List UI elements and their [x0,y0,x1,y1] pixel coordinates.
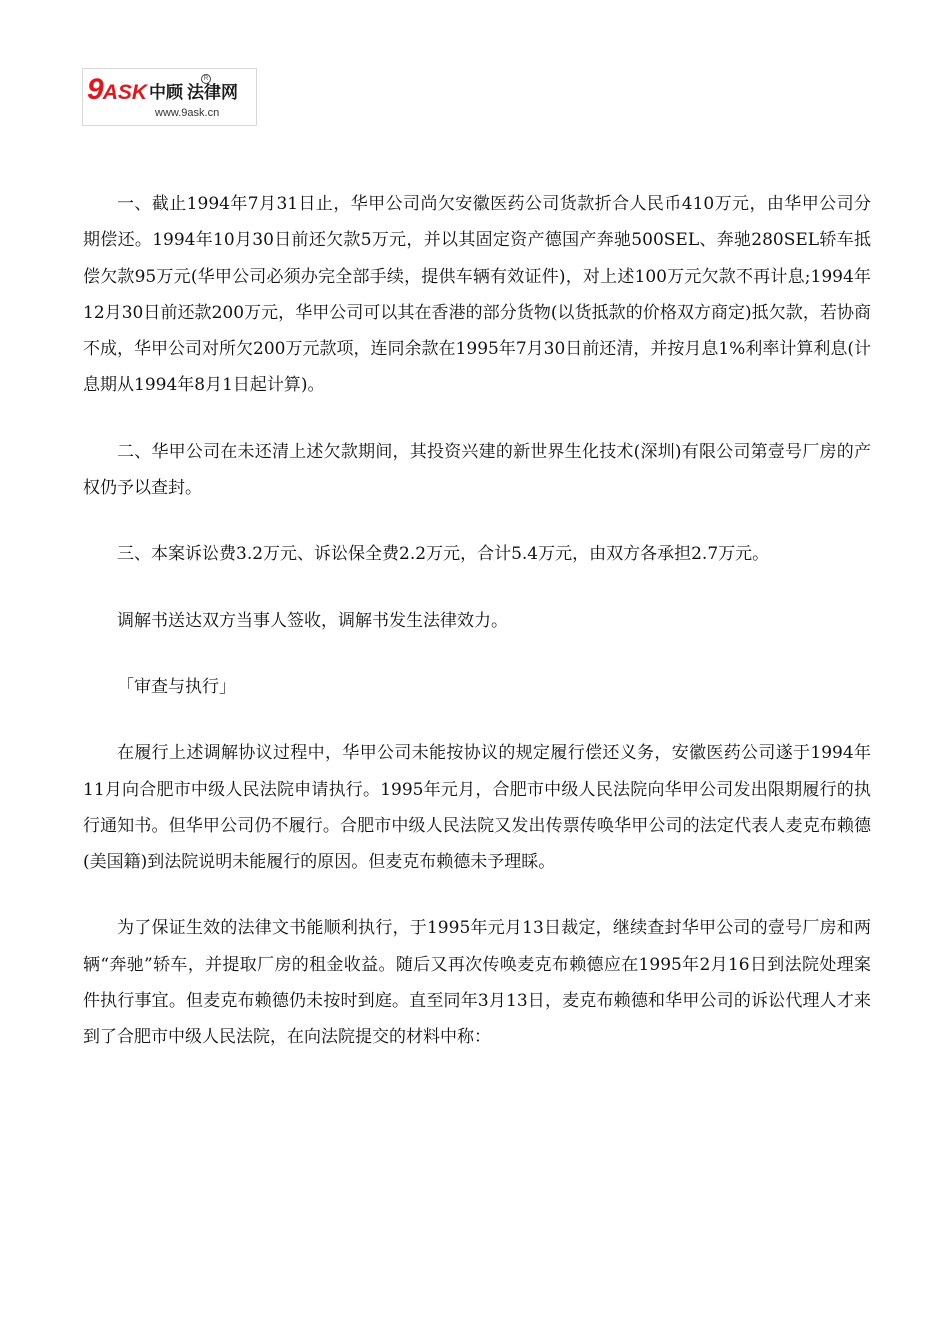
document-body [83,186,871,1056]
site-logo [82,68,257,126]
logo-law-site: 法律网 [187,83,239,102]
logo-nine: 9 [87,73,103,106]
paragraph-execution-measures: 为了保证生效的法律文书能顺利执行，于1995年元月13日裁定，继续查封华甲公司的壹号厂房和两辆“奔驰”轿车，并提取厂房的租金收益。随后又再次传唤麦克布赖德应在1995年2月16日到法院处理案件执行事宜。但麦克布赖德仍未按时到庭。直至同年3月13日，麦克布赖德和华甲公司的诉讼代理人才来到了合肥市中级人民法院，在向法院提交的材料中称： [83,918,871,1048]
logo-ask: ASK [102,81,148,104]
paragraph-execution-application: 在履行上述调解协议过程中，华甲公司未能按协议的规定履行偿还义务，安徽医药公司遂于1994年11月向合肥市中级人民法院申请执行。1995年元月，合肥市中级人民法院向华甲公司发出限期履行的执行通知书。但华甲公司仍不履行。合肥市中级人民法院又发出传票传唤华甲公司的法定代表人麦克布赖德(美国籍)到法院说明未能履行的原因。但麦克布赖德未予理睬。 [83,743,871,873]
logo-chinese-name: 中顾 [149,83,184,102]
paragraph-mediation-effect: 调解书送达双方当事人签收，调解书发生法律效力。 [117,610,508,631]
registered-mark-icon: R [201,74,211,84]
paragraph-settlement-terms-3: 三、本案诉讼费3.2万元、诉讼保全费2.2万元，合计5.4万元，由双方各承担2.7万元。 [117,544,770,565]
paragraph-settlement-terms-2: 二、华甲公司在未还清上述欠款期间，其投资兴建的新世界生化技术(深圳)有限公司第壹号厂房的产权仍予以查封。 [83,441,871,499]
section-heading-review-execution: 「审查与执行」 [117,676,236,697]
logo-url: www.9ask.cn [155,107,220,119]
logo-wordmark [87,75,238,105]
paragraph-settlement-terms-1: 一、截止1994年7月31日止，华甲公司尚欠安徽医药公司货款折合人民币410万元，由华甲公司分期偿还。1994年10月30日前还欠款5万元，并以其固定资产德国产奔驰500SEL、奔驰280SEL轿车抵偿欠款95万元(华甲公司必须办完全部手续，提供车辆有效证件)，对上述100万元欠款不再计息;1994年12月30日前还款200万元，华甲公司可以其在香港的部分货物(以货抵款的价格双方商定)抵欠款，若协商不成，华甲公司对所欠200万元款项，连同余款在1995年7月30日前还清，并按月息1%利率计算利息(计息期从1994年8月1日起计算)。 [83,194,871,396]
